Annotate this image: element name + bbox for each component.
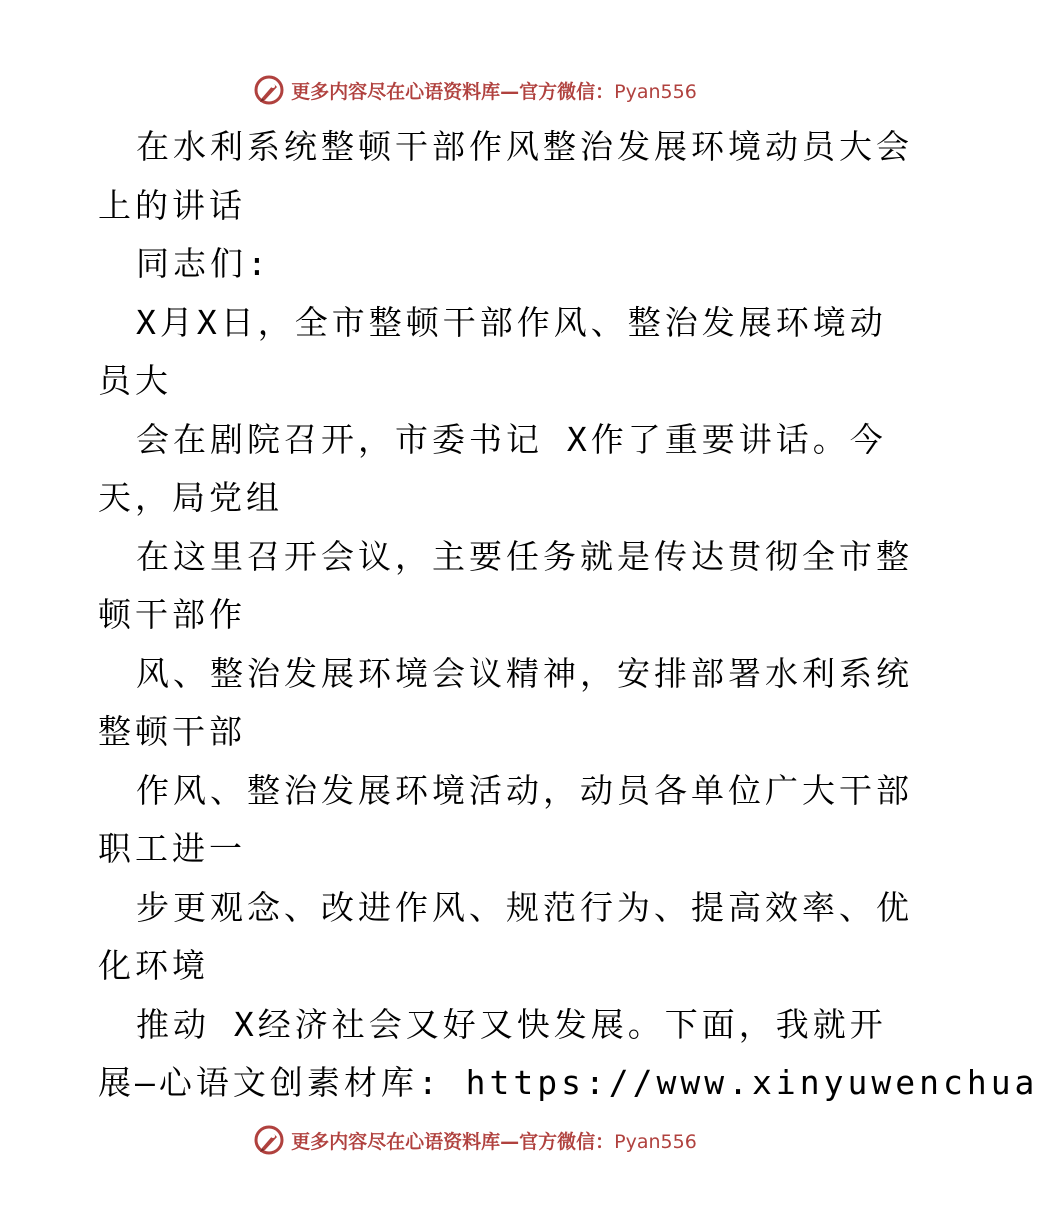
watermark-wechat-id: Pyan556 bbox=[614, 80, 697, 103]
document-line: 上的讲话 bbox=[98, 185, 246, 225]
document-line: 展—心语文创素材库: https://www.xinyuwenchua bbox=[98, 1063, 1038, 1102]
header-watermark bbox=[0, 70, 950, 110]
watermark-text: 更多内容尽在心语资料库—官方微信：Pyan556 bbox=[291, 80, 697, 103]
document-line: 会在剧院召开，市委书记 X作了重要讲话。今 bbox=[136, 419, 887, 459]
footer-watermark bbox=[0, 1120, 950, 1160]
document-line: 推动 X经济社会又好又快发展。下面，我就开 bbox=[136, 1004, 887, 1044]
watermark-wechat-id: Pyan556 bbox=[614, 1130, 697, 1153]
document-line: 同志们: bbox=[136, 244, 271, 283]
pen-logo-icon bbox=[253, 74, 285, 106]
document-line: 步更观念、改进作风、规范行为、提高效率、优 bbox=[136, 887, 913, 927]
document-line: 作风、整治发展环境活动，动员各单位广大干部 bbox=[136, 770, 913, 810]
document-line: 顿干部作 bbox=[98, 595, 246, 634]
watermark-text: 更多内容尽在心语资料库—官方微信：Pyan556 bbox=[291, 1130, 697, 1153]
document-line: 在水利系统整顿干部作风整治发展环境动员大会 bbox=[136, 127, 913, 166]
pen-logo-icon bbox=[253, 1124, 285, 1156]
document-line: 化环境 bbox=[98, 946, 209, 985]
document-line: 在这里召开会议，主要任务就是传达贯彻全市整 bbox=[136, 536, 913, 576]
document-line: 风、整治发展环境会议精神，安排部署水利系统 bbox=[136, 653, 913, 693]
document-body bbox=[98, 118, 1038, 1113]
document-line: 整顿干部 bbox=[98, 712, 246, 751]
document-line: 天，局党组 bbox=[98, 478, 283, 517]
document-line: 职工进一 bbox=[98, 829, 246, 868]
document-line: X月X日，全市整顿干部作风、整治发展环境动 bbox=[136, 302, 887, 342]
document-line: 员大 bbox=[98, 361, 172, 400]
